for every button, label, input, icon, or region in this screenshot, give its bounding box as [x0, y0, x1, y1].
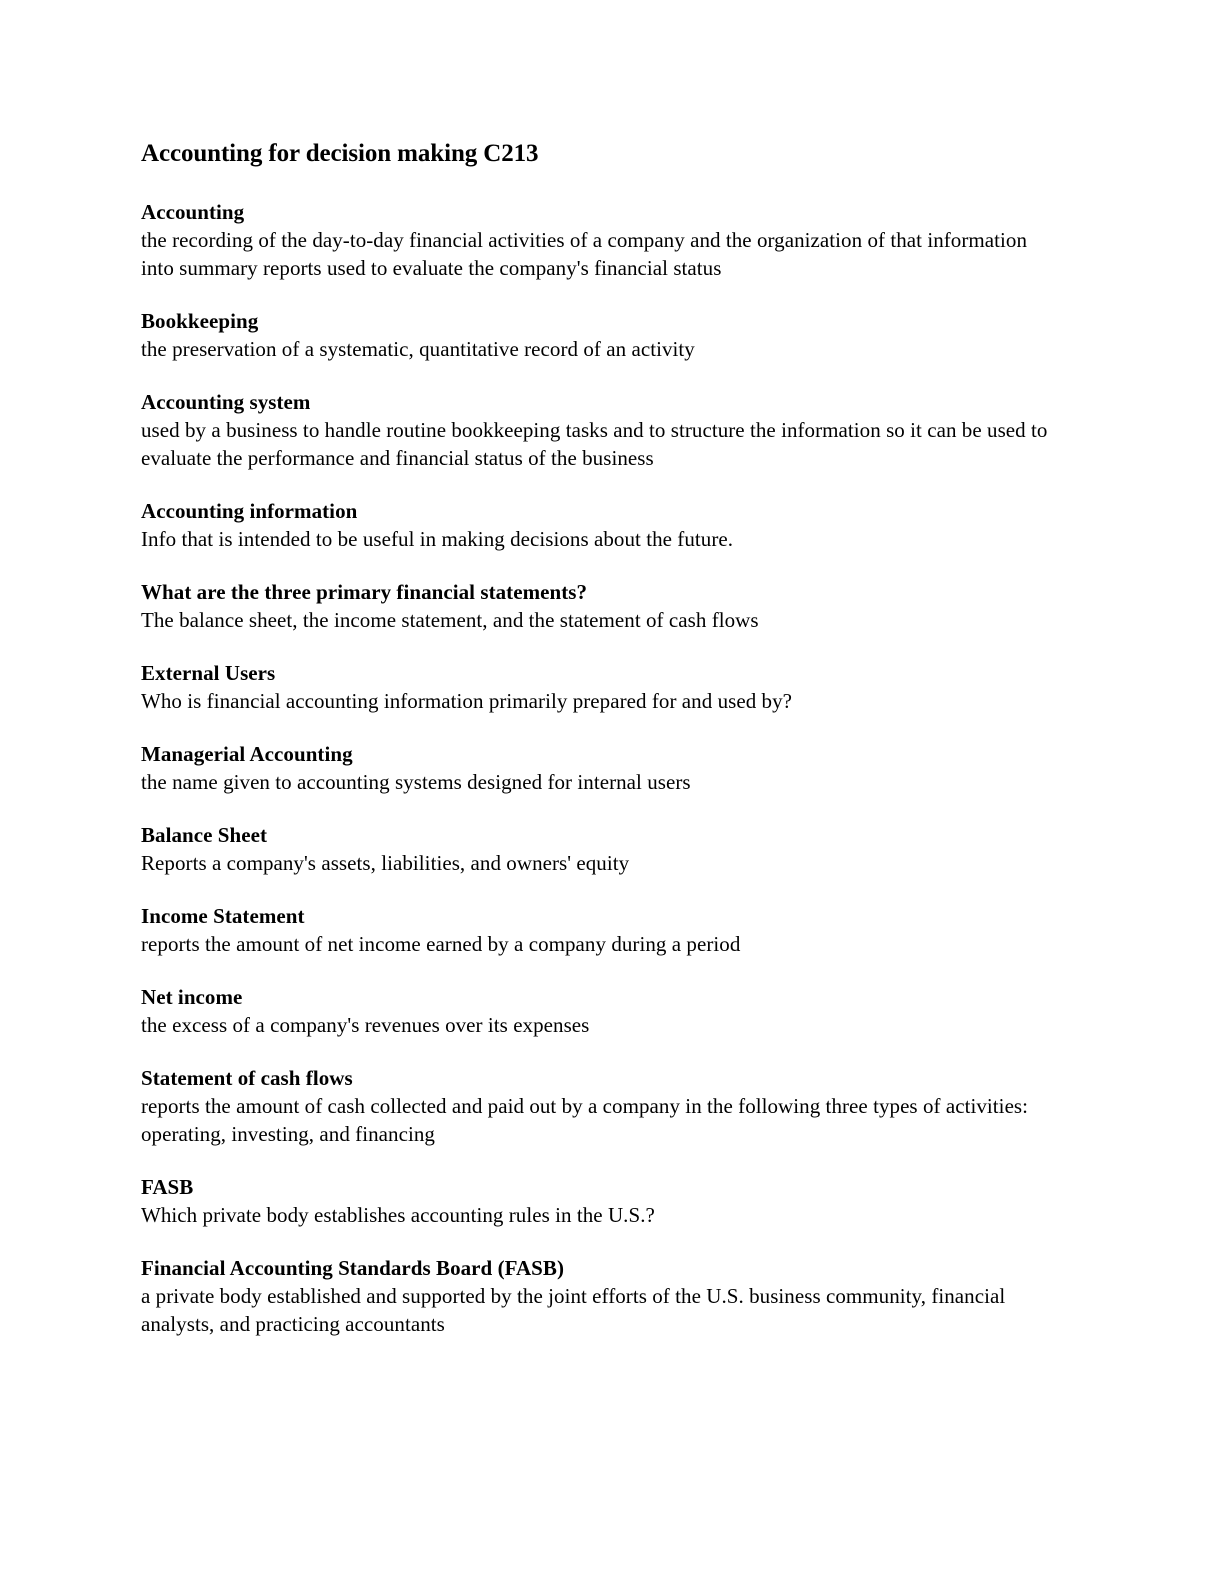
glossary-entry: [141, 307, 1062, 363]
entry-definition: Info that is intended to be useful in making decisions about the future.: [141, 527, 734, 551]
entry-definition: reports the amount of cash collected and paid out by a company in the following three types of activities: operating, investing, and financing: [141, 1094, 1029, 1146]
glossary-entry: [141, 388, 1062, 472]
entry-definition: Which private body establishes accounting rules in the U.S.?: [141, 1203, 655, 1227]
glossary-entry: [141, 659, 1062, 715]
entry-term: Bookkeeping: [141, 309, 259, 333]
entry-definition: Reports a company's assets, liabilities, and owners' equity: [141, 851, 630, 875]
glossary-entry: [141, 1064, 1062, 1148]
glossary-entry: [141, 821, 1062, 877]
entry-definition: Who is financial accounting information primarily prepared for and used by?: [141, 689, 793, 713]
glossary-entry-list: [141, 198, 1062, 1338]
entry-definition: the excess of a company's revenues over its expenses: [141, 1013, 590, 1037]
glossary-entry: [141, 1254, 1062, 1338]
entry-definition: the preservation of a systematic, quantitative record of an activity: [141, 337, 695, 361]
glossary-entry: [141, 497, 1062, 553]
entry-term: Accounting information: [141, 499, 358, 523]
glossary-entry: [141, 578, 1062, 634]
entry-term: FASB: [141, 1175, 194, 1199]
entry-term: External Users: [141, 661, 276, 685]
glossary-entry: [141, 740, 1062, 796]
entry-term: Accounting: [141, 200, 245, 224]
entry-definition: The balance sheet, the income statement, and the statement of cash flows: [141, 608, 759, 632]
entry-term: Income Statement: [141, 904, 305, 928]
entry-definition: the recording of the day-to-day financial activities of a company and the organization of that information into summary reports used to evaluate the company's financial status: [141, 228, 1028, 280]
entry-definition: used by a business to handle routine bookkeeping tasks and to structure the information so it can be used to evaluate the performance and financial status of the business: [141, 418, 1048, 470]
entry-term: Financial Accounting Standards Board (FASB): [141, 1256, 564, 1280]
entry-term: Balance Sheet: [141, 823, 268, 847]
entry-term: Net income: [141, 985, 243, 1009]
entry-term: Accounting system: [141, 390, 311, 414]
page-title: Accounting for decision making C213: [141, 140, 539, 167]
entry-definition: a private body established and supported by the joint efforts of the U.S. business community, financial analysts, and practicing accountants: [141, 1284, 1006, 1336]
glossary-entry: [141, 198, 1062, 282]
entry-term: What are the three primary financial statements?: [141, 580, 588, 604]
entry-definition: reports the amount of net income earned by a company during a period: [141, 932, 741, 956]
entry-term: Managerial Accounting: [141, 742, 353, 766]
glossary-entry: [141, 1173, 1062, 1229]
entry-term: Statement of cash flows: [141, 1066, 353, 1090]
glossary-entry: [141, 902, 1062, 958]
entry-definition: the name given to accounting systems designed for internal users: [141, 770, 691, 794]
glossary-entry: [141, 983, 1062, 1039]
